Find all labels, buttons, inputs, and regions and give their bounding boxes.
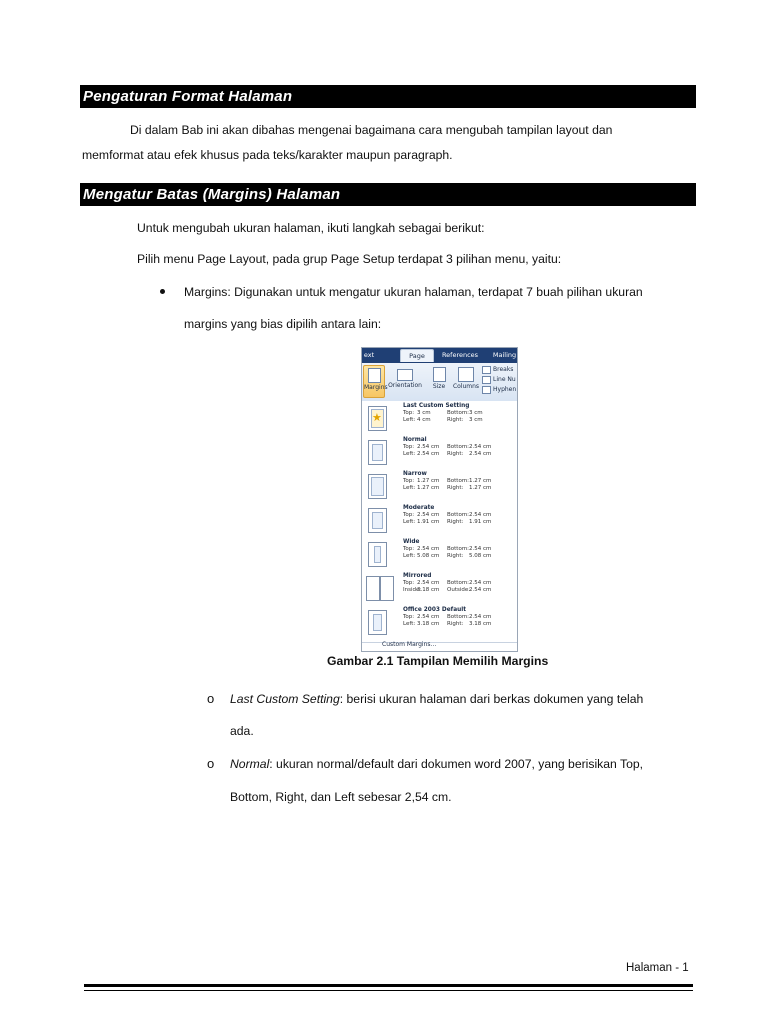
custom-margins-item: Custom Margins... (382, 641, 437, 648)
menu-item-normal (362, 437, 518, 470)
sub-bullet-normal-line-2: Bottom, Right, dan Left sebesar 2,54 cm. (230, 790, 452, 804)
page-preview-icon (368, 542, 387, 567)
page-preview-icon (368, 508, 387, 533)
menu-item-row: Top: 2.54 cm Bottom:2.54 cm (403, 580, 492, 586)
sub-bullet-last-custom-line-2: ada. (230, 724, 254, 738)
ribbon-columns-label: Columns (452, 383, 480, 390)
margins-bullet-line-1: Margins: Digunakan untuk mengatur ukuran halaman, terdapat 7 buah pilihan ukuran (184, 285, 643, 299)
columns-icon (458, 367, 474, 382)
menu-item-office-2003 (362, 607, 518, 640)
page-preview-icon (368, 440, 387, 465)
menu-item-row: Top: 2.54 cm Bottom:2.54 cm (403, 444, 492, 450)
menu-item-row: Left: 5.08 cm Right: 5.08 cm (403, 553, 492, 559)
ribbon-line-numbers: Line Nu (482, 375, 516, 384)
menu-item-last-custom (362, 403, 518, 436)
bullet-icon (160, 289, 165, 294)
ribbon-tab-bar (362, 348, 518, 363)
sub-bullet-normal-line-1 (230, 756, 643, 772)
ribbon-margins-label: Margins (364, 384, 388, 391)
ribbon-size-button (428, 365, 450, 398)
ribbon-orientation-button (387, 365, 423, 398)
size-icon (433, 367, 446, 382)
page-number-label: Halaman - 1 (626, 962, 689, 974)
ribbon-hyphenation: Hyphen (482, 385, 516, 394)
ribbon-size-label: Size (432, 383, 446, 390)
menu-item-row: Inside:3.18 cm Outside:2.54 cm (403, 587, 492, 593)
figure-caption: Gambar 2.1 Tampilan Memilih Margins (327, 654, 549, 668)
menu-item-title: Office 2003 Default (403, 607, 466, 613)
menu-item-row: Left: 2.54 cm Right: 2.54 cm (403, 451, 492, 457)
menu-item-title: Narrow (403, 471, 427, 477)
instruction-line-2: Pilih menu Page Layout, pada grup Page Setup terdapat 3 pilihan menu, yaitu: (137, 252, 562, 266)
margins-menu-screenshot (361, 347, 518, 652)
ribbon-orientation-label: Orientation (388, 382, 422, 389)
sub-bullet-last-custom-line-1 (230, 691, 643, 707)
ribbon-columns-button (452, 365, 480, 398)
menu-item-row: Left: 1.27 cm Right: 1.27 cm (403, 485, 492, 491)
definition-text: : berisi ukuran halaman dari berkas dokumen yang telah (339, 692, 644, 706)
section-heading-margins: Mengatur Batas (Margins) Halaman (80, 183, 696, 206)
menu-item-row: Top: 2.54 cm Bottom:2.54 cm (403, 512, 492, 518)
intro-paragraph-line-2: memformat atau efek khusus pada teks/karakter maupun paragraph. (82, 148, 453, 162)
hyphenation-icon (482, 386, 491, 394)
menu-item-row: Left: 3.18 cm Right: 3.18 cm (403, 621, 492, 627)
tab-partial: ext (363, 351, 375, 359)
tab-page-layout: Page (400, 349, 434, 362)
menu-item-wide (362, 539, 518, 572)
instruction-line-1: Untuk mengubah ukuran halaman, ikuti langkah sebagai berikut: (137, 221, 485, 235)
menu-item-title: Wide (403, 539, 420, 545)
margins-dropdown-menu (362, 401, 518, 652)
tab-mailings: Mailing (492, 351, 517, 359)
mirrored-pages-icon (366, 576, 396, 601)
tab-references: References (441, 351, 479, 359)
footer-rule-thick (84, 984, 693, 987)
menu-item-title: Moderate (403, 505, 435, 511)
menu-item-row: Top: 3 cm Bottom:3 cm (403, 410, 483, 416)
section-heading-format-halaman: Pengaturan Format Halaman (80, 85, 696, 108)
sub-bullet-marker: o (207, 756, 215, 771)
margins-icon (368, 368, 381, 383)
footer-rule-thin (84, 990, 693, 991)
ribbon-margins-button (363, 365, 388, 398)
term-normal: Normal (230, 757, 270, 771)
definition-text: : ukuran normal/default dari dokumen word 2007, yang berisikan Top, (269, 757, 644, 771)
menu-item-title: Normal (403, 437, 427, 443)
menu-item-row: Top: 1.27 cm Bottom:1.27 cm (403, 478, 492, 484)
menu-item-row: Left: 4 cm Right: 3 cm (403, 417, 483, 423)
menu-item-row: Top: 2.54 cm Bottom:2.54 cm (403, 614, 492, 620)
ribbon-page-setup (362, 363, 518, 402)
margins-bullet-line-2: margins yang bias dipilih antara lain: (184, 317, 382, 331)
sub-bullet-marker: o (207, 691, 215, 706)
orientation-icon (397, 369, 413, 381)
intro-paragraph-line-1: Di dalam Bab ini akan dibahas mengenai bagaimana cara mengubah tampilan layout dan (130, 123, 613, 137)
term-last-custom-setting: Last Custom Setting (230, 692, 340, 706)
menu-item-moderate (362, 505, 518, 538)
line-numbers-icon (482, 376, 491, 384)
page-preview-icon (368, 406, 387, 431)
ribbon-breaks: Breaks (482, 365, 513, 374)
menu-item-mirrored (362, 573, 518, 606)
page-preview-icon (368, 610, 387, 635)
breaks-icon (482, 366, 491, 374)
page-preview-icon (368, 474, 387, 499)
menu-item-row: Left: 1.91 cm Right: 1.91 cm (403, 519, 492, 525)
star-icon: ★ (372, 411, 382, 424)
menu-item-narrow (362, 471, 518, 504)
menu-item-title: Last Custom Setting (403, 403, 470, 409)
menu-item-title: Mirrored (403, 573, 432, 579)
menu-item-row: Top: 2.54 cm Bottom:2.54 cm (403, 546, 492, 552)
